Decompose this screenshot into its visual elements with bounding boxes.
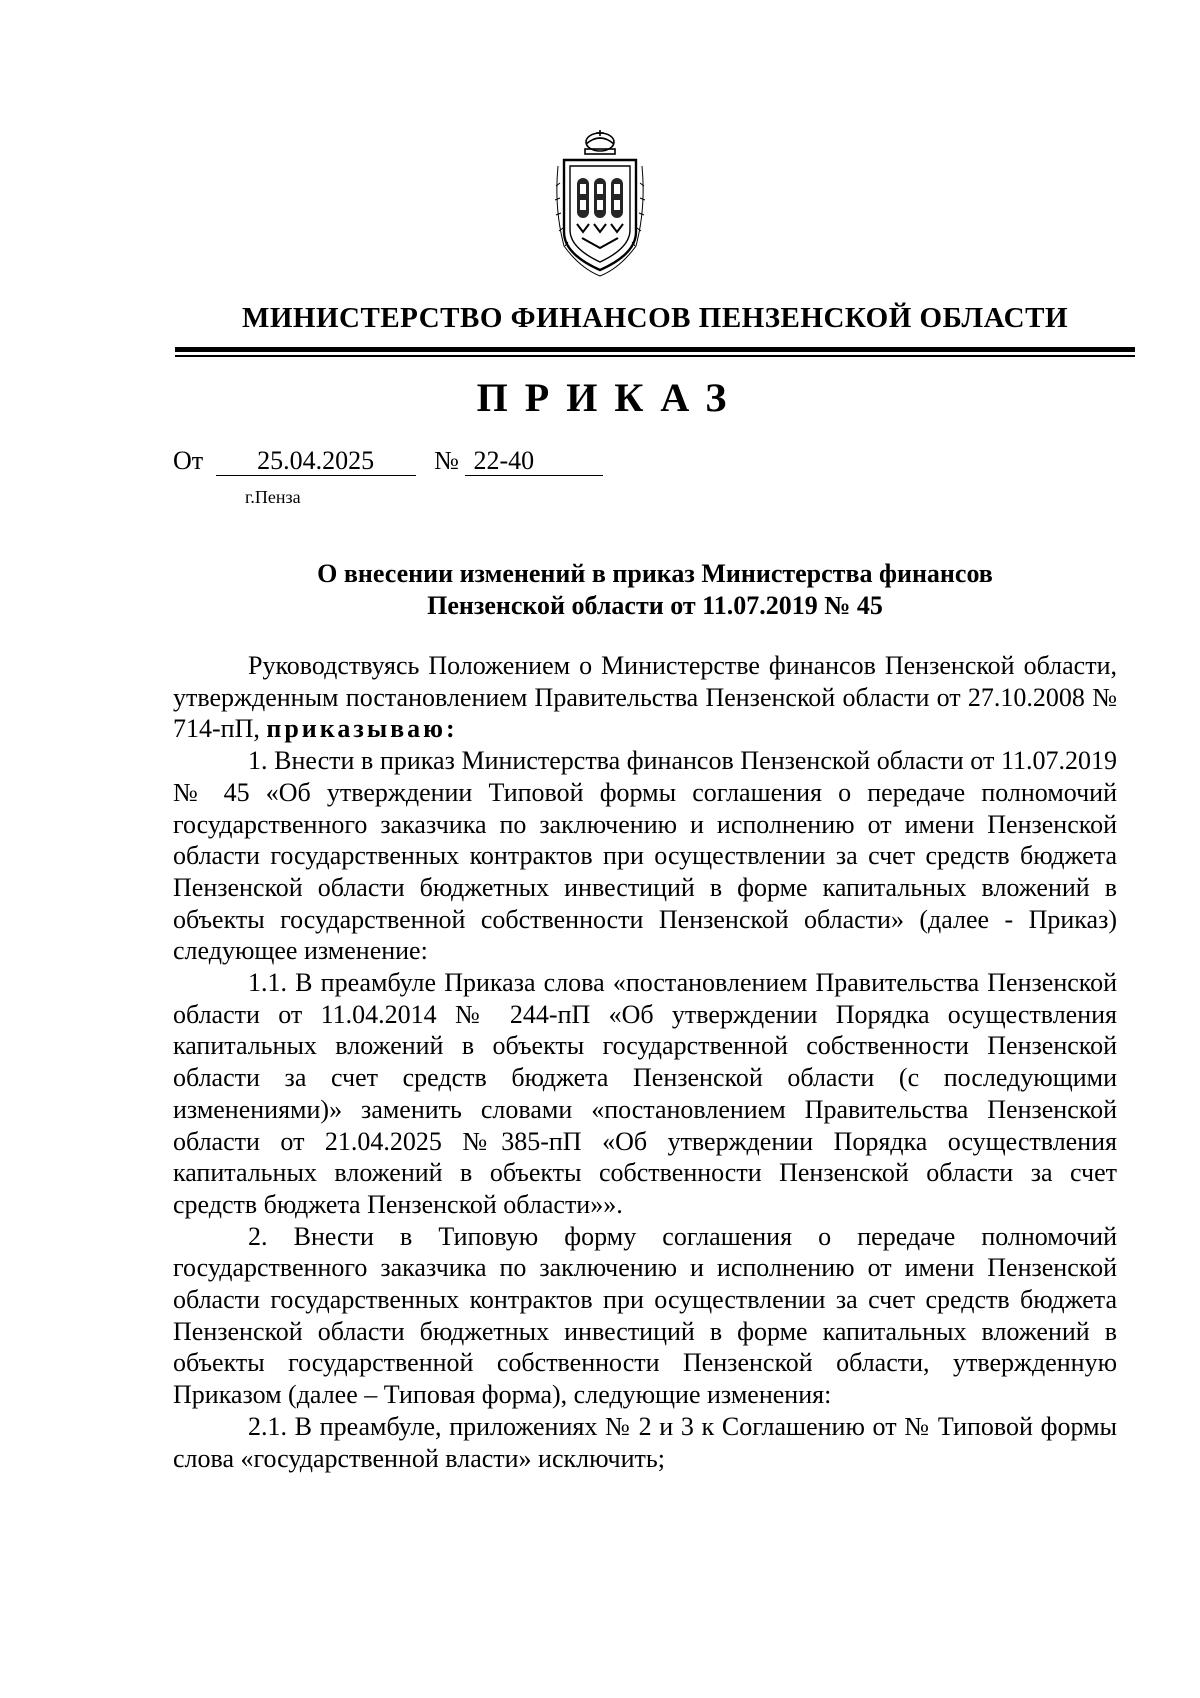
order-number: 22-40 (465, 448, 603, 476)
document-body (173, 650, 1117, 1474)
title-line-1: О внесении изменений в приказ Министерства финансов (317, 559, 993, 588)
order-word: приказываю: (266, 714, 458, 744)
date-number-line (173, 446, 603, 476)
document-title (175, 558, 1135, 622)
number-label: № (434, 446, 459, 475)
city-label: г.Пенза (245, 487, 301, 507)
document-type-heading: ПРИКАЗ (476, 375, 744, 420)
paragraph-preamble (173, 650, 1117, 745)
order-date: 25.04.2025 (216, 448, 416, 476)
coat-of-arms-emblem (550, 128, 650, 278)
paragraph-item-2-1: 2.1. В преамбуле, приложениях № 2 и 3 к Соглашению от № Типовой формы слова «государственной власти» исключить; (173, 1411, 1117, 1473)
title-line-2: Пензенской области от 11.07.2019 № 45 (427, 591, 883, 620)
preamble-text: Руководствуясь Положением о Министерстве финансов Пензенской области, утвержденным постановлением Правительства Пензенской области от 27.10.2008 № 714-пП, (173, 651, 1117, 744)
paragraph-item-1-1: 1.1. В преамбуле Приказа слова «постановлением Правительства Пензенской области от 11.04.2014 № 244-пП «Об утверждении Порядка осуществления капитальных вложений в объекты государственной собственности Пензенской области за счет средств бюджета Пензенской области (с последующими изменениями)» заменить словами «постановлением Правительства Пензенской области от 21.04.2025 №385-пП «Об утверждении Порядка осуществления капитальных вложений в объекты собственности Пензенской области за счет средств бюджета Пензенской области»». (173, 968, 1117, 1219)
ministry-name: МИНИСТЕРСТВО ФИНАНСОВ ПЕНЗЕНСКОЙ ОБЛАСТИ (241, 302, 1069, 334)
header-divider-thin (175, 355, 1135, 357)
paragraph-item-2: 2. Внести в Типовую форму соглашения о передаче полномочий государственного заказчика по заключению и исполнению от имени Пензенской области государственных контрактов при осуществлении за счет средств бюджета Пензенской области бюджетных инвестиций в форме капитальных вложений в объекты государственной собственности Пензенской области, утвержденную Приказом (далее – Типовая форма), следующие изменения: (173, 1221, 1117, 1410)
header-divider-thick (175, 347, 1135, 352)
paragraph-item-1: 1. Внести в приказ Министерства финансов Пензенской области от 11.07.2019 № 45 «Об утверждении Типовой формы соглашения о передаче полномочий государственного заказчика по заключению и исполнению от имени Пензенской области государственных контрактов при осуществлении за счет средств бюджета Пензенской области бюджетных инвестиций в форме капитальных вложений в объекты государственной собственности Пензенской области» (далее - Приказ) следующее изменение: (173, 746, 1117, 966)
from-label: От (173, 446, 204, 475)
